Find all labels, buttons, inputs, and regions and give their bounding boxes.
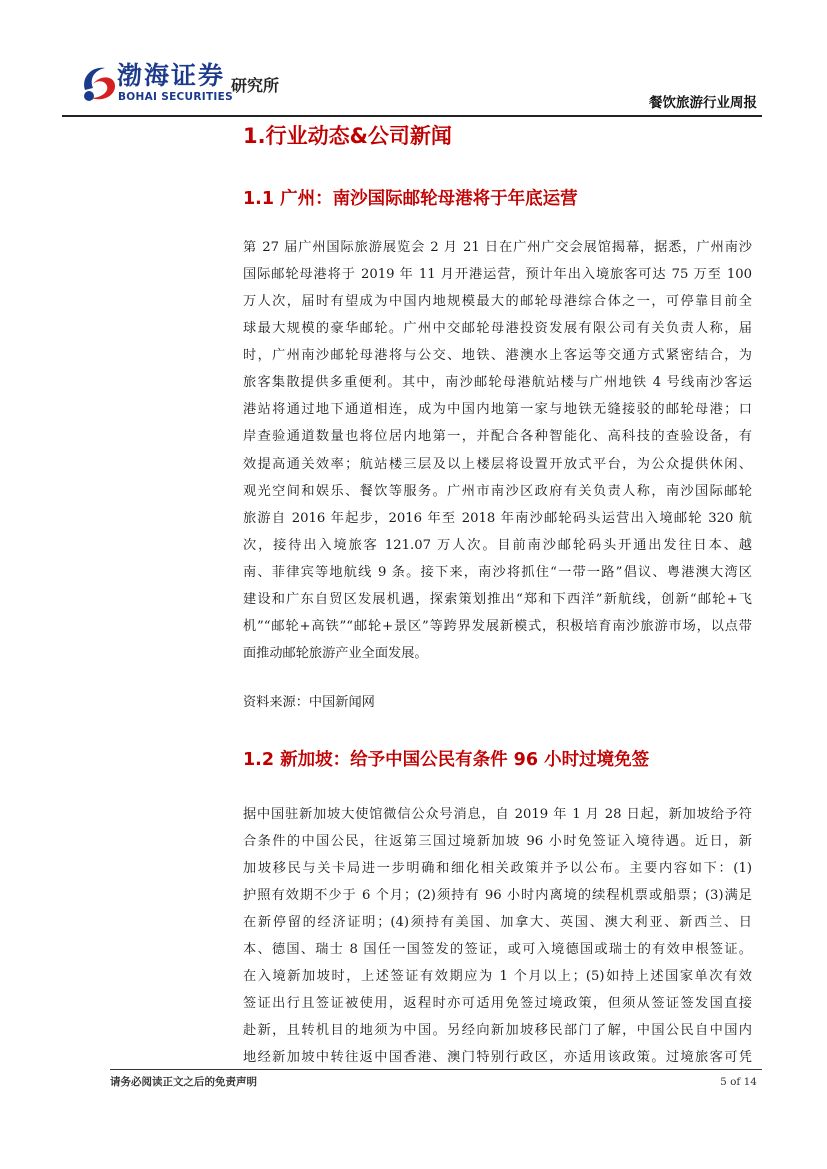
paragraph-line: 机”“邮轮+高铁”“邮轮+景区”等跨界发展新模式，积极培育南沙旅游市场，以点带 [243, 619, 752, 634]
bohai-logo-icon [79, 60, 119, 104]
paragraph-line: 万人次，届时有望成为中国内地规模最大的邮轮母港综合体之一，可停靠目前全 [243, 294, 752, 309]
paragraph-line: 面推动邮轮旅游产业全面发展。 [243, 646, 428, 661]
paragraph-line: 建设和广东自贸区发展机遇，探索策划推出“郑和下西洋”新航线，创新“邮轮+飞 [243, 592, 752, 607]
paragraph-line: 南、菲律宾等地航线 9 条。接下来，南沙将抓住“一带一路”倡议、粤港澳大湾区 [243, 565, 752, 580]
paragraph-line: 国际邮轮母港将于 2019 年 11 月开港运营，预计年出入境旅客可达 75 万至 100 [243, 267, 752, 282]
footer-divider [110, 1069, 762, 1070]
paragraph-line: 本、德国、瑞士 8 国任一国签发的签证，或可入境德国或瑞士的有效申根签证。 [243, 942, 752, 957]
paragraph-line: 旅游自 2016 年起步，2016 年至 2018 年南沙邮轮码头运营出入境邮轮 320 航 [243, 511, 752, 526]
paragraph-line: 球最大规模的豪华邮轮。广州中交邮轮母港投资发展有限公司有关负责人称，届 [243, 321, 752, 336]
header-divider [62, 115, 762, 117]
paragraph-line: 港站将通过地下通道相连，成为中国内地第一家与地铁无缝接驳的邮轮母港；口 [243, 402, 752, 417]
paragraph-line: 加坡移民与关卡局进一步明确和细化相关政策并予以公布。主要内容如下：(1) [243, 861, 752, 876]
paragraph-line: 岸查验通道数量也将位居内地第一，并配合各种智能化、高科技的查验设备，有 [243, 429, 752, 444]
page-header [0, 0, 827, 120]
section-heading-1: 1.行业动态&公司新闻 [243, 124, 452, 148]
paragraph-line: 赴新，且转机目的地须为中国。另经向新加坡移民部门了解，中国公民自中国内 [243, 1023, 752, 1038]
paragraph-line: 次，接待出入境旅客 121.07 万人次。目前南沙邮轮码头开通出发往日本、越 [243, 538, 752, 553]
paragraph-line: 据中国驻新加坡大使馆微信公众号消息，自 2019 年 1 月 28 日起，新加坡给予符 [243, 807, 752, 822]
paragraph-line: 签证出行且签证被使用，返程时亦可适用免签过境政策，但须从签证签发国直接 [243, 996, 752, 1011]
paragraph-line: 护照有效期不少于 6 个月；(2)须持有 96 小时内离境的续程机票或船票；(3)满足 [243, 888, 752, 903]
paragraph-line: 在新停留的经济证明；(4)须持有美国、加拿大、英国、澳大利亚、新西兰、日 [243, 915, 752, 930]
section-heading-1-1: 1.1 广州：南沙国际邮轮母港将于年底运营 [243, 189, 578, 209]
paragraph-line: 时，广州南沙邮轮母港将与公交、地铁、港澳水上客运等交通方式紧密结合，为 [243, 348, 752, 363]
paragraph-line: 第 27 届广州国际旅游展览会 2 月 21 日在广州广交会展馆揭幕，据悉，广州南沙 [243, 240, 752, 255]
paragraph-line: 地经新加坡中转往返中国香港、澳门特别行政区，亦适用该政策。过境旅客可凭 [243, 1050, 752, 1065]
brand-name-en: BOHAI SECURITIES [118, 91, 233, 103]
paragraph-line: 效提高通关效率；航站楼三层及以上楼层将设置开放式平台，为公众提供休闲、 [243, 457, 752, 472]
section-heading-1-2: 1.2 新加坡：给予中国公民有条件 96 小时过境免签 [243, 750, 650, 770]
paragraph-line: 旅客集散提供多重便利。其中，南沙邮轮母港航站楼与广州地铁 4 号线南沙客运 [243, 375, 752, 390]
paragraph-line: 合条件的中国公民，往返第三国过境新加坡 96 小时免签证入境待遇。近日，新 [243, 834, 752, 849]
page-number: 5 of 14 [720, 1076, 757, 1088]
paragraph-line: 观光空间和娱乐、餐饮等服务。广州市南沙区政府有关负责人称，南沙国际邮轮 [243, 484, 752, 499]
department-label: 研究所 [231, 76, 280, 95]
footer-disclaimer: 请务必阅读正文之后的免责声明 [110, 1076, 257, 1088]
report-type-label: 餐饮旅游行业周报 [649, 95, 757, 111]
paragraph-line: 在入境新加坡时，上述签证有效期应为 1 个月以上；(5)如持上述国家单次有效 [243, 969, 752, 984]
brand-name-cn: 渤海证券 [117, 61, 226, 90]
source-note: 资料来源：中国新闻网 [243, 695, 375, 710]
